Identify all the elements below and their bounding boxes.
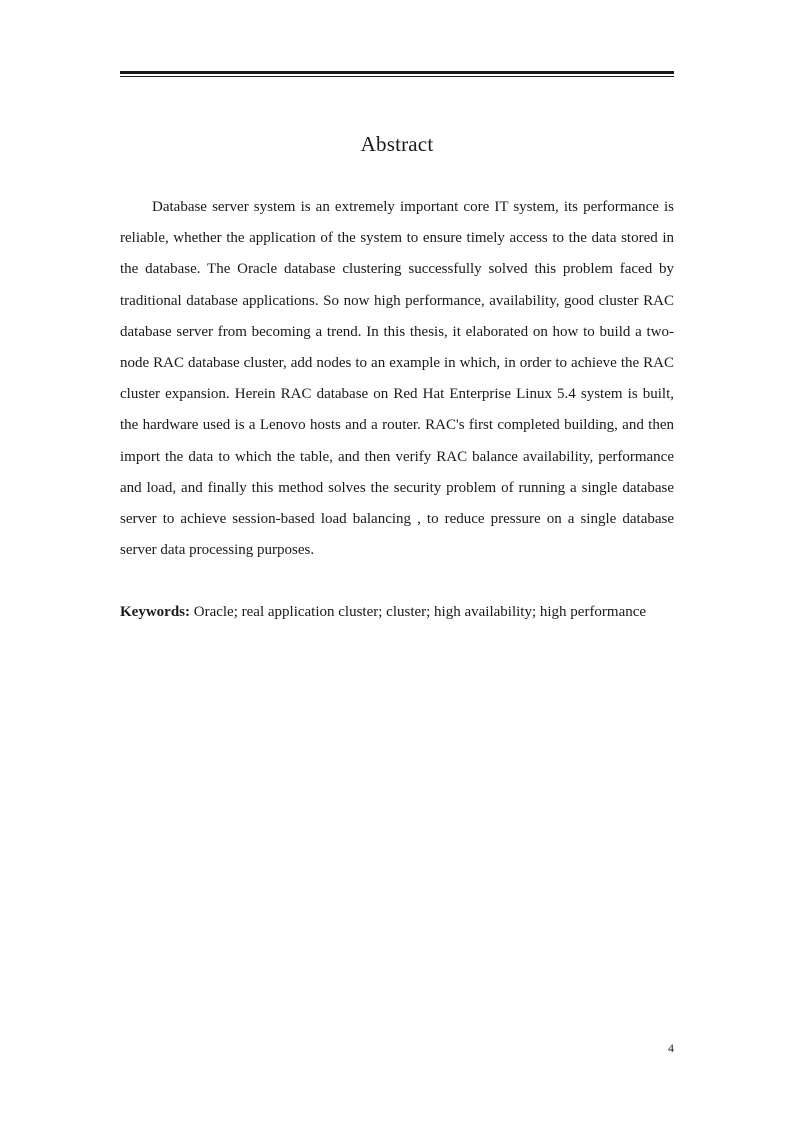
page-title: Abstract (360, 132, 434, 156)
keywords-text: Oracle; real application cluster; cluster; high availability; high performance (190, 604, 647, 620)
keywords-line (120, 597, 674, 628)
page-number: 4 (668, 1041, 674, 1055)
header-rule-thin (120, 76, 674, 77)
header-rule-thick (120, 71, 674, 74)
keywords-label: Keywords: (120, 604, 190, 620)
abstract-paragraph: Database server system is an extremely important core IT system, its performance is reliable, whether the application of the system to ensure timely access to the data stored in the database. The Oracle database clustering successfully solved this problem faced by traditional database applications. So now high performance, availability, good cluster RAC database server from becoming a trend. In this thesis, it elaborated on how to build a two-node RAC database cluster, add nodes to an example in which, in order to achieve the RAC cluster expansion. Herein RAC database on Red Hat Enterprise Linux 5.4 system is built, the hardware used is a Lenovo hosts and a router. RAC's first completed building, and then import the data to which the table, and then verify RAC balance availability, performance and load, and finally this method solves the security problem of running a single database server to achieve session-based load balancing , to reduce pressure on a single database server data processing purposes. (120, 199, 674, 559)
